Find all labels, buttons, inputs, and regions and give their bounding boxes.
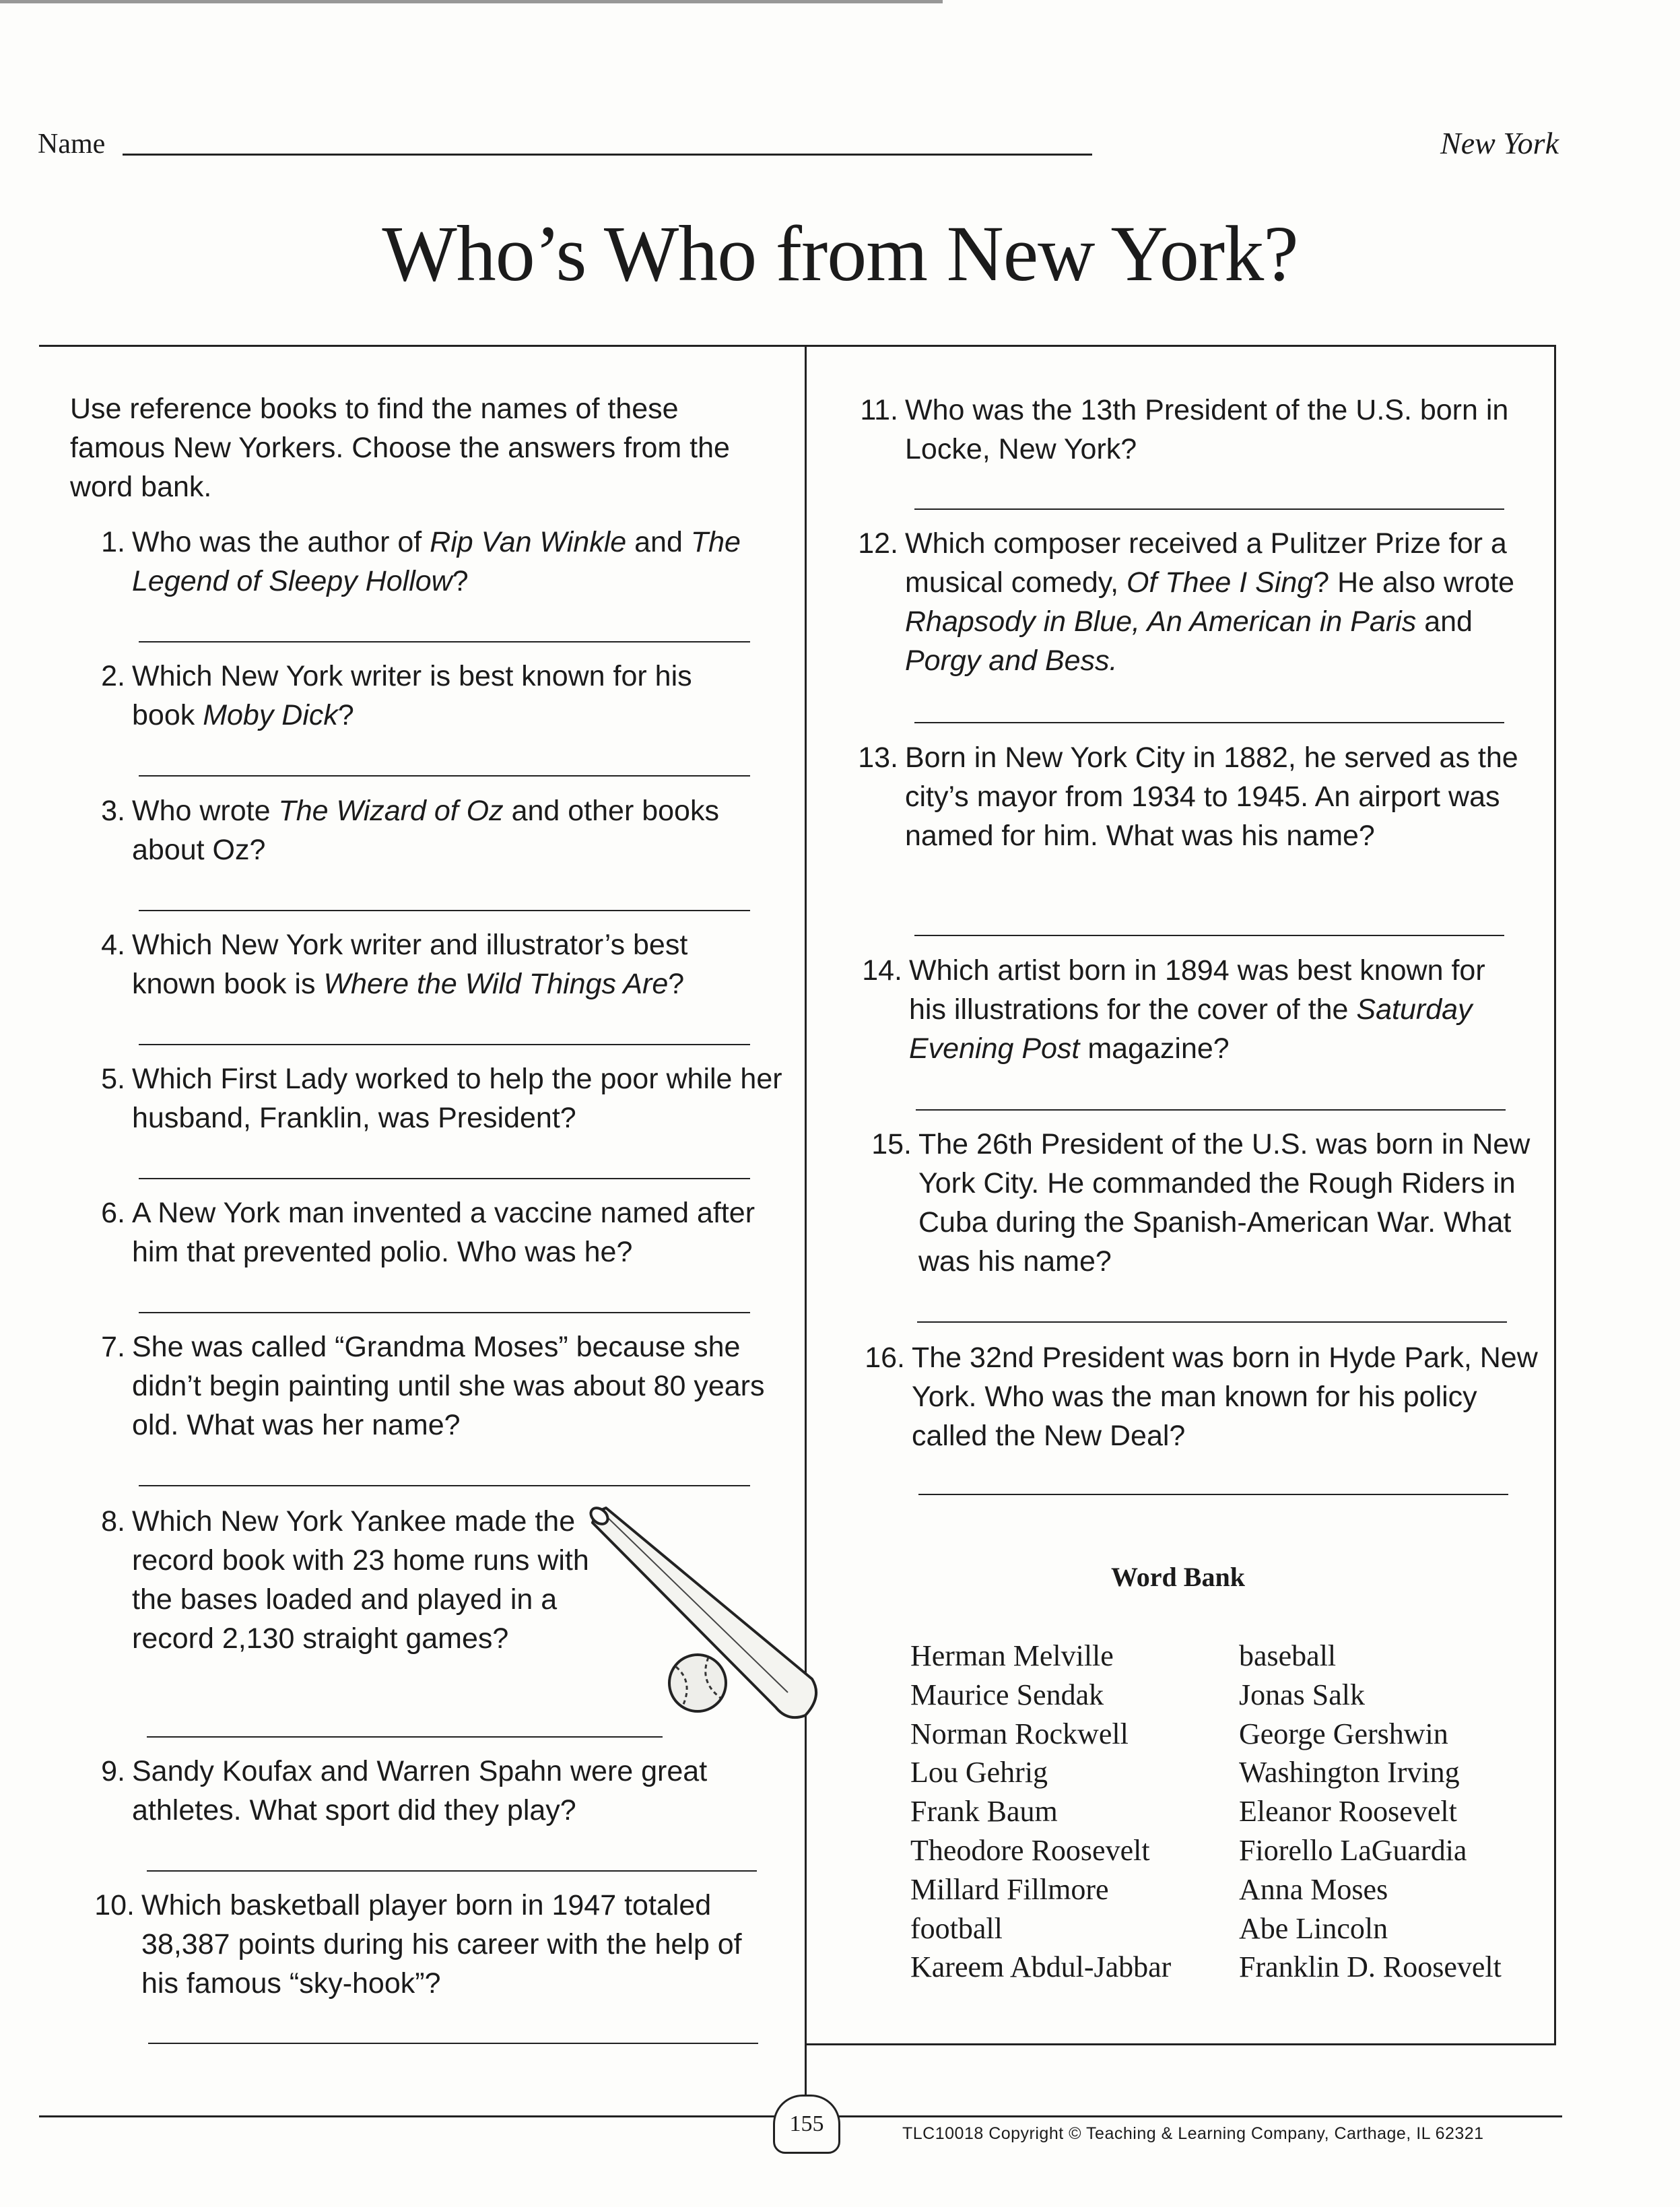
answer-line-16[interactable] bbox=[918, 1494, 1508, 1495]
answer-line-5[interactable] bbox=[139, 1178, 750, 1179]
question-text: Which First Lady worked to help the poor while her husband, Franklin, was President? bbox=[132, 1063, 782, 1134]
answer-line-12[interactable] bbox=[914, 722, 1504, 723]
answer-line-11[interactable] bbox=[914, 508, 1504, 510]
word-bank-item: Anna Moses bbox=[1239, 1872, 1388, 1906]
question-number: 4. bbox=[101, 929, 125, 961]
question-number: 14. bbox=[862, 954, 902, 987]
page-title: Who’s Who from New York? bbox=[382, 209, 1298, 298]
question-text: Born in New York City in 1882, he served as the city’s mayor from 1934 to 1945. An airport was named for him. What was his name? bbox=[905, 742, 1518, 852]
question-number: 6. bbox=[101, 1197, 125, 1229]
word-bank-item: Millard Fillmore bbox=[910, 1872, 1109, 1906]
question-11 bbox=[860, 391, 1538, 469]
answer-line-13[interactable] bbox=[914, 935, 1504, 936]
question-15 bbox=[871, 1125, 1538, 1281]
question-number: 16. bbox=[865, 1342, 905, 1374]
word-bank-item: baseball bbox=[1239, 1639, 1337, 1672]
question-10 bbox=[94, 1886, 781, 2003]
question-7 bbox=[101, 1327, 785, 1445]
question-5 bbox=[101, 1059, 785, 1138]
question-number: 2. bbox=[101, 660, 125, 692]
question-text: She was called “Grandma Moses” because she didn’t begin painting until she was about 80 years old. What was her name? bbox=[132, 1331, 765, 1441]
question-number: 11. bbox=[860, 394, 898, 426]
question-13 bbox=[858, 738, 1538, 855]
question-text: Which artist born in 1894 was best known for his illustrations for the cover of the Saturday Evening Post magazine? bbox=[909, 954, 1485, 1065]
question-text: Which New York writer is best known for his book Moby Dick? bbox=[132, 660, 692, 731]
question-2 bbox=[101, 657, 758, 735]
question-text: A New York man invented a vaccine named after him that prevented polio. Who was he? bbox=[132, 1197, 755, 1268]
question-9 bbox=[101, 1752, 785, 1830]
question-text: Who was the author of Rip Van Winkle and The Legend of Sleepy Hollow? bbox=[132, 526, 741, 597]
answer-line-6[interactable] bbox=[139, 1312, 750, 1313]
word-bank-item: Lou Gehrig bbox=[910, 1756, 1048, 1789]
word-bank-item: Maurice Sendak bbox=[910, 1678, 1104, 1711]
question-text: The 32nd President was born in Hyde Park, New York. Who was the man known for his policy called the New Deal? bbox=[912, 1342, 1538, 1452]
word-bank-item: Eleanor Roosevelt bbox=[1239, 1795, 1457, 1829]
word-bank-item: George Gershwin bbox=[1239, 1717, 1448, 1750]
word-bank-item: Theodore Roosevelt bbox=[910, 1833, 1150, 1867]
word-bank-item: Kareem Abdul-Jabbar bbox=[910, 1950, 1172, 1984]
question-12 bbox=[858, 524, 1538, 680]
question-3 bbox=[101, 791, 758, 869]
scan-edge-line bbox=[0, 0, 943, 3]
answer-line-10[interactable] bbox=[148, 2043, 758, 2044]
question-number: 5. bbox=[101, 1063, 125, 1095]
word-bank-item: Abe Lincoln bbox=[1239, 1911, 1388, 1945]
question-14 bbox=[862, 951, 1515, 1068]
question-4 bbox=[101, 925, 758, 1003]
word-bank-column-2 bbox=[1239, 1637, 1502, 1987]
word-bank-item: Jonas Salk bbox=[1239, 1678, 1365, 1711]
question-text: Which basketball player born in 1947 totaled 38,387 points during his career with the help of his famous “sky-hook”? bbox=[141, 1889, 742, 2000]
question-1 bbox=[101, 523, 758, 601]
answer-line-15[interactable] bbox=[917, 1321, 1507, 1323]
question-text: Who was the 13th President of the U.S. born in Locke, New York? bbox=[905, 394, 1509, 465]
question-text: Which New York Yankee made the record book with 23 home runs with the bases loaded and played in a record 2,130 straight games? bbox=[132, 1505, 589, 1655]
word-bank-item: Frank Baum bbox=[910, 1795, 1058, 1829]
question-8 bbox=[101, 1502, 590, 1658]
question-text: The 26th President of the U.S. was born in New York City. He commanded the Rough Riders in Cuba during the Spanish-American War. What was his name? bbox=[918, 1128, 1531, 1278]
word-bank-title: Word Bank bbox=[1111, 1562, 1245, 1592]
question-number: 15. bbox=[871, 1128, 912, 1160]
question-number: 1. bbox=[101, 526, 125, 558]
bottom-rule-left bbox=[39, 2115, 776, 2117]
state-label: New York bbox=[1440, 126, 1559, 160]
baseball-icon bbox=[669, 1655, 726, 1711]
copyright-text: TLC10018 Copyright © Teaching & Learning Company, Carthage, IL 62321 bbox=[902, 2124, 1484, 2143]
answer-line-9[interactable] bbox=[147, 1870, 757, 1872]
answer-line-8[interactable] bbox=[147, 1736, 663, 1738]
question-text: Which New York writer and illustrator’s best known book is Where the Wild Things Are? bbox=[132, 929, 688, 1000]
question-text: Who wrote The Wizard of Oz and other books about Oz? bbox=[132, 795, 719, 866]
answer-line-3[interactable] bbox=[139, 910, 750, 911]
answer-line-4[interactable] bbox=[139, 1044, 750, 1045]
question-text: Sandy Koufax and Warren Spahn were great athletes. What sport did they play? bbox=[132, 1755, 708, 1826]
instructions: Use reference books to find the names of these famous New Yorkers. Choose the answers from the word bank. bbox=[70, 393, 730, 503]
word-bank-item: football bbox=[910, 1911, 1003, 1945]
page-number-badge: 155 bbox=[773, 2095, 840, 2154]
word-bank-column-1 bbox=[910, 1637, 1171, 1987]
baseball-bat-icon bbox=[586, 1505, 835, 1734]
name-label: Name bbox=[38, 129, 106, 160]
question-6 bbox=[101, 1193, 785, 1272]
word-bank-item: Franklin D. Roosevelt bbox=[1239, 1950, 1502, 1984]
answer-line-7[interactable] bbox=[139, 1485, 750, 1486]
question-number: 10. bbox=[94, 1889, 135, 1921]
question-number: 7. bbox=[101, 1331, 125, 1363]
bottom-rule-right bbox=[835, 2115, 1562, 2117]
answer-line-14[interactable] bbox=[916, 1109, 1506, 1111]
word-bank-item: Herman Melville bbox=[910, 1639, 1114, 1672]
word-bank-item: Washington Irving bbox=[1239, 1756, 1460, 1789]
question-text: Which composer received a Pulitzer Prize for a musical comedy, Of Thee I Sing? He also wrote Rhapsody in Blue, An American in Paris and Porgy and Bess. bbox=[905, 527, 1514, 677]
word-bank-item: Norman Rockwell bbox=[910, 1717, 1129, 1750]
answer-line-2[interactable] bbox=[139, 775, 750, 777]
word-bank-item: Fiorello LaGuardia bbox=[1239, 1833, 1467, 1867]
name-field[interactable] bbox=[123, 154, 1092, 156]
question-number: 12. bbox=[858, 527, 898, 560]
question-number: 9. bbox=[101, 1755, 125, 1787]
question-number: 13. bbox=[858, 742, 898, 774]
answer-line-1[interactable] bbox=[139, 641, 750, 643]
question-16 bbox=[865, 1338, 1538, 1455]
question-number: 8. bbox=[101, 1505, 125, 1538]
question-number: 3. bbox=[101, 795, 125, 827]
